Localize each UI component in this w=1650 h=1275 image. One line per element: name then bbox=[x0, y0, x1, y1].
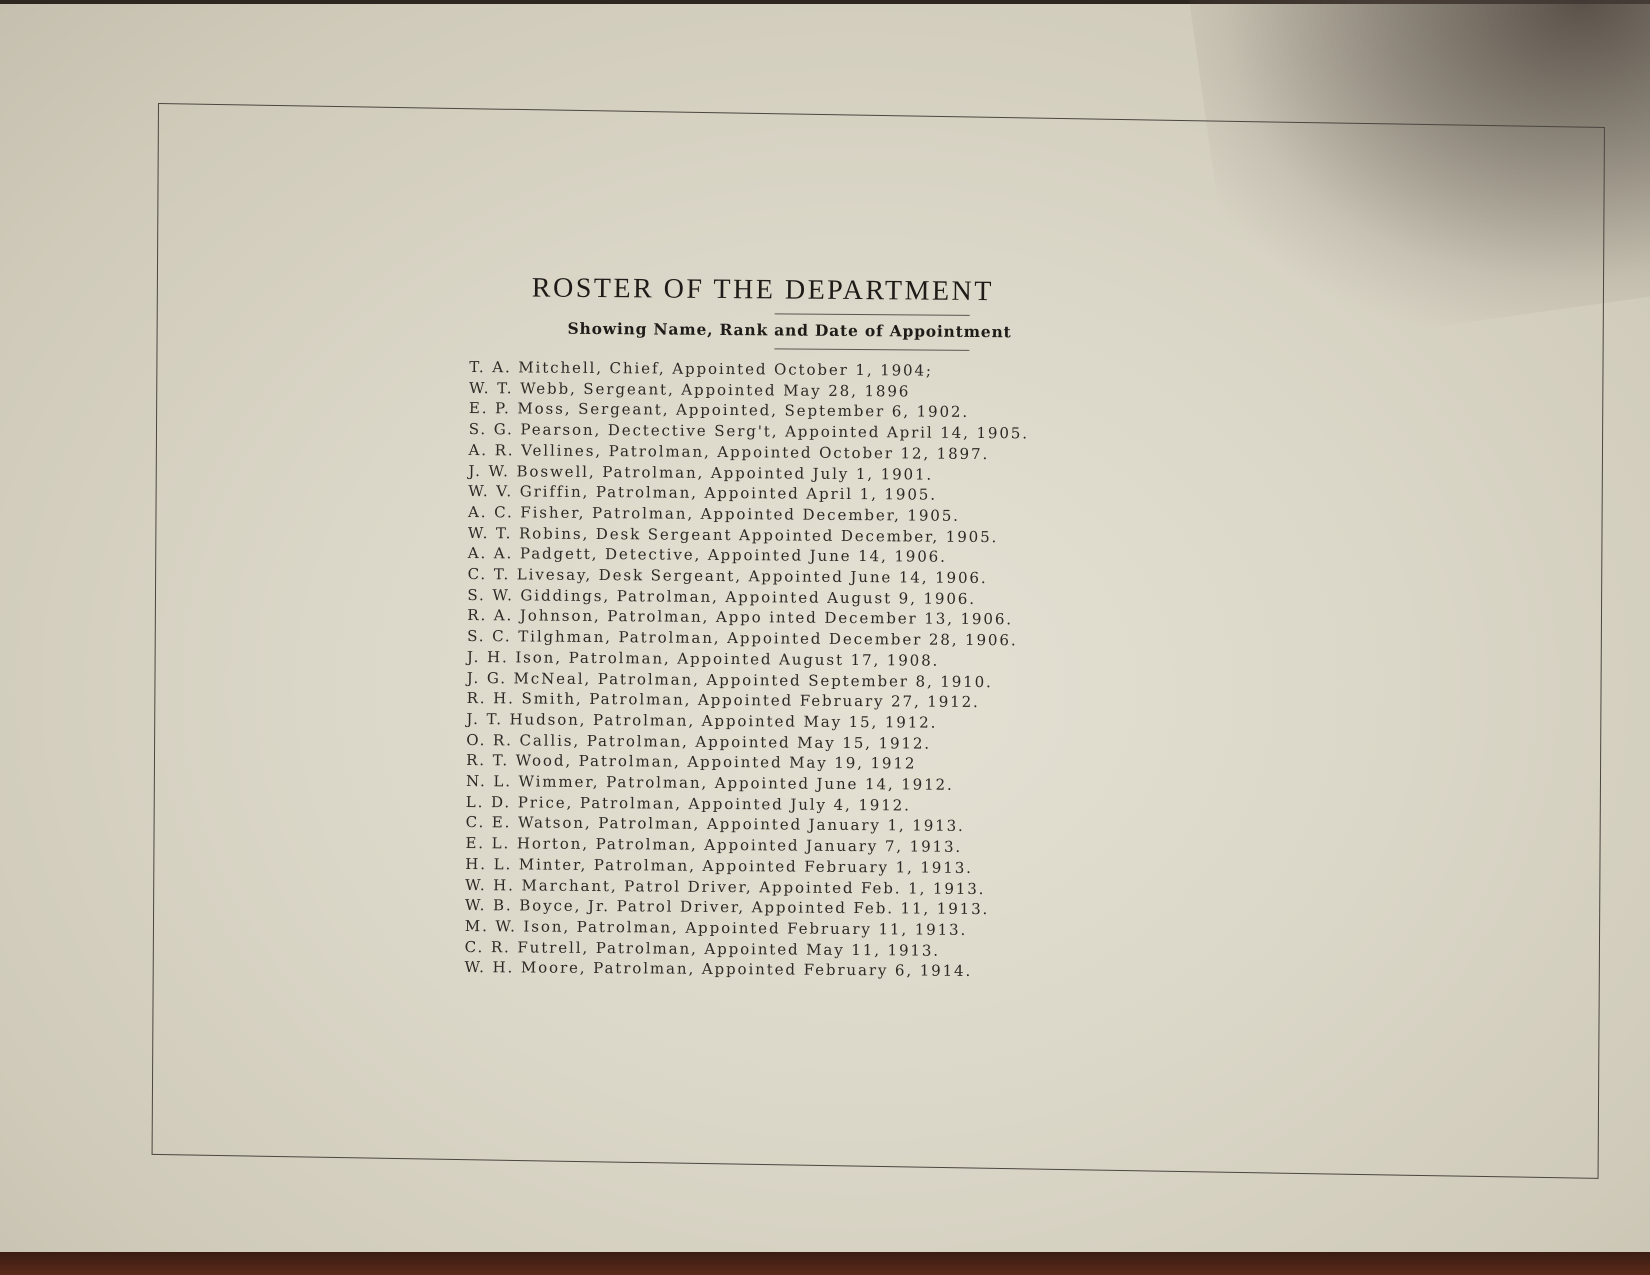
roster-entry: W. T. Webb, Sergeant, Appointed May 28, 1896 bbox=[469, 378, 911, 401]
roster-entry: E. L. Horton, Patrolman, Appointed January 7, 1913. bbox=[465, 834, 963, 857]
roster-entry: A. C. Fisher, Patrolman, Appointed December, 1905. bbox=[468, 502, 960, 525]
roster-entry: W. B. Boyce, Jr. Patrol Driver, Appointed Feb. 11, 1913. bbox=[464, 896, 990, 919]
roster-entry: O. R. Callis, Patrolman, Appointed May 15, 1912. bbox=[466, 730, 932, 753]
roster-entry: R. T. Wood, Patrolman, Appointed May 19, 1912 bbox=[466, 751, 917, 773]
roster-entry: W. T. Robins, Desk Sergeant Appointed December, 1905. bbox=[467, 523, 999, 546]
roster-entry: J. T. Hudson, Patrolman, Appointed May 15, 1912. bbox=[466, 709, 938, 732]
roster-entry: C. T. Livesay, Desk Sergeant, Appointed June 14, 1906. bbox=[467, 565, 988, 588]
roster-entry: C. R. Futrell, Patrolman, Appointed May 11, 1913. bbox=[464, 937, 941, 960]
page-subtitle: Showing Name, Rank and Date of Appointment bbox=[567, 318, 1012, 342]
roster-entry: A. A. Padgett, Detective, Appointed June 14, 1906. bbox=[467, 544, 947, 567]
roster-entry: W. H. Moore, Patrolman, Appointed February 6, 1914. bbox=[464, 958, 973, 981]
roster-entry: W. H. Marchant, Patrol Driver, Appointed Feb. 1, 1913. bbox=[465, 875, 986, 898]
roster-entry: T. A. Mitchell, Chief, Appointed October 1, 1904; bbox=[469, 357, 934, 380]
roster-entry: R. H. Smith, Patrolman, Appointed February 27, 1912. bbox=[466, 689, 980, 712]
roster-entry: H. L. Minter, Patrolman, Appointed February 1, 1913. bbox=[465, 854, 973, 877]
roster-entry: A. R. Vellines, Patrolman, Appointed October 12, 1897. bbox=[468, 440, 990, 463]
roster-content bbox=[464, 270, 1270, 984]
roster-entry: M. W. Ison, Patrolman, Appointed February 11, 1913. bbox=[464, 916, 968, 939]
subtitle-divider bbox=[774, 348, 969, 351]
roster-entry: L. D. Price, Patrolman, Appointed July 4, 1912. bbox=[465, 792, 911, 815]
roster-entry: R. A. Johnson, Patrolman, Appo inted December 13, 1906. bbox=[467, 606, 1014, 629]
roster-entry: N. L. Wimmer, Patrolman, Appointed June 14, 1912. bbox=[465, 772, 954, 794]
page-title: ROSTER OF THE DEPARTMENT bbox=[531, 272, 995, 308]
roster-list bbox=[464, 357, 1269, 984]
roster-entry: E. P. Moss, Sergeant, Appointed, September 6, 1902. bbox=[468, 399, 970, 422]
roster-entry: C. E. Watson, Patrolman, Appointed January 1, 1913. bbox=[465, 813, 965, 836]
roster-entry: J. H. Ison, Patrolman, Appointed August 17, 1908. bbox=[466, 647, 940, 670]
roster-entry: S. C. Tilghman, Patrolman, Appointed December 28, 1906. bbox=[467, 627, 1018, 650]
title-divider bbox=[775, 313, 970, 316]
roster-entry: J. W. Boswell, Patrolman, Appointed July 1, 1901. bbox=[468, 461, 934, 484]
roster-entry: S. W. Giddings, Patrolman, Appointed August 9, 1906. bbox=[467, 585, 977, 608]
roster-entry: W. V. Griffin, Patrolman, Appointed April 1, 1905. bbox=[468, 482, 937, 504]
table-surface-band bbox=[0, 1252, 1650, 1275]
roster-entry: J. G. McNeal, Patrolman, Appointed September 8, 1910. bbox=[466, 668, 993, 691]
roster-entry: S. G. Pearson, Dectective Serg't, Appointed April 14, 1905. bbox=[468, 420, 1030, 443]
